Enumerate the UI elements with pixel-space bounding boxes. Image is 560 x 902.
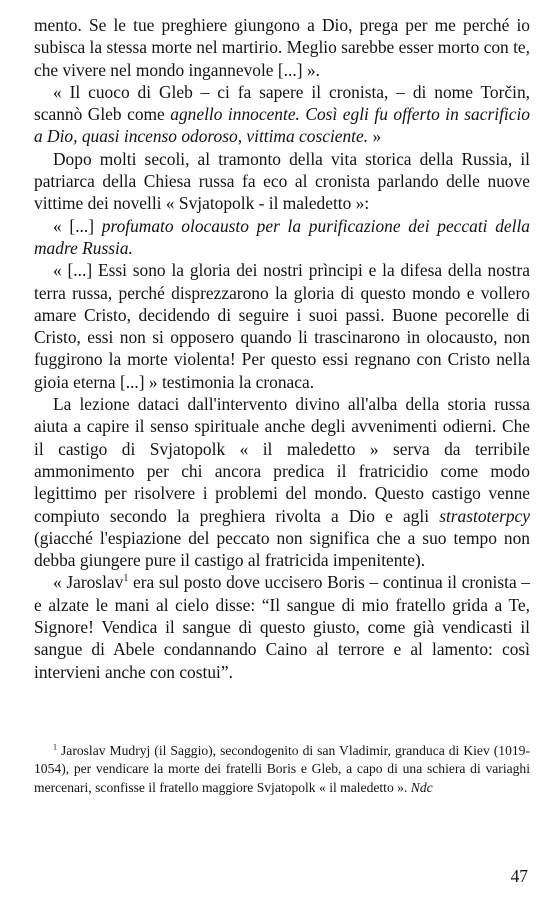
paragraph-2-text: « Il cuoco di Gleb – ci fa sapere il cronista, – di nome Torčin, scannò Gleb come [34, 81, 530, 125]
footnote-text: Jaroslav Mudryj (il Saggio), secondogenito di san Vladimir, granduca di Kiev (1019-1054), per vendicare la morte dei fratelli Boris e Gleb, a capo di una schiera di variaghi mercenari, sconfisse il fratello maggiore Svjatopolk « il maledetto ». [34, 743, 530, 795]
paragraph-7 [34, 571, 530, 682]
paragraph-5 [34, 259, 530, 393]
paragraph-6-text: La lezione dataci dall'intervento divino all'alba della storia russa aiuta a capire il senso spirituale anche degli avvenimenti odierni. Che il castigo di Svjatopolk « il maledetto » serva da terribile ammonimento per chi ancora predica il fratricidio come modo legittimo per risolvere i problemi del mondo. Questo castigo venne compiuto secondo la preghiera rivolta a Dio e agli [34, 394, 530, 526]
page-number: 47 [510, 866, 528, 886]
paragraph-4-italic: profumato olocausto per la purificazione dei peccati della madre Russia. [34, 215, 530, 258]
paragraph-2 [34, 81, 530, 148]
paragraph-5-text: « [...] Essi sono la gloria dei nostri prìncipi e la difesa della nostra terra russa, perché disprezzarono la gloria di questo mondo e vollero amare Cristo, decidendo di seguire i suoi passi. Buone pecorelle di Cristo, essi non si opposero quando li trascinarono in olocausto, non fuggirono la morte violenta! Per questo essi regnano con Cristo nella gioia eterna [...] » testimonia la cronaca. [34, 260, 530, 392]
footnote-1 [34, 742, 530, 797]
footnote-editor-note: Ndc [410, 779, 433, 795]
paragraph-2-close: » [368, 126, 382, 147]
footnote-reference: 1 [123, 573, 129, 585]
paragraph-7-open: « Jaroslav [53, 572, 124, 593]
paragraph-3 [34, 148, 530, 215]
paragraph-1 [34, 14, 530, 81]
paragraph-1-text: mento. Se le tue preghiere giungono a Dio, prega per me perché io subisca la stessa morte nel martirio. Meglio sarebbe esser morto con te, che vivere nel mondo ingannevole [...] ». [34, 15, 530, 80]
paragraph-6-italic: strastoterpcy [439, 505, 530, 526]
paragraph-3-text: Dopo molti secoli, al tramonto della vita storica della Russia, il patriarca della Chiesa russa fa eco al cronista parlando delle nuove vittime dei novelli « Svjatopolk - il maledetto »: [34, 148, 530, 214]
paragraph-4-open: « [...] [53, 215, 102, 236]
footnote-marker: 1 [53, 742, 57, 752]
paragraph-4 [34, 215, 530, 260]
paragraph-6-tail: (giacché l'espiazione del peccato non significa che a suo tempo non debba giungere pure il castigo al fratricida impenitente). [34, 527, 530, 571]
paragraph-2-italic: agnello innocente. Così egli fu offerto in sacrificio a Dio, quasi incenso odoroso, vittima cosciente. [34, 104, 530, 147]
body-text [34, 14, 530, 683]
paragraph-7-text: era sul posto dove uccisero Boris – continua il cronista – e alzate le mani al cielo disse: “Il sangue di mio fratello grida a Te, Signore! Vendica il sangue di questo giusto, come già vendicasti il sangue di Abele condannando Caino al terrore e al lamento: così intervieni anche con costui”. [34, 572, 530, 682]
paragraph-6 [34, 393, 530, 571]
footnotes [34, 742, 530, 797]
